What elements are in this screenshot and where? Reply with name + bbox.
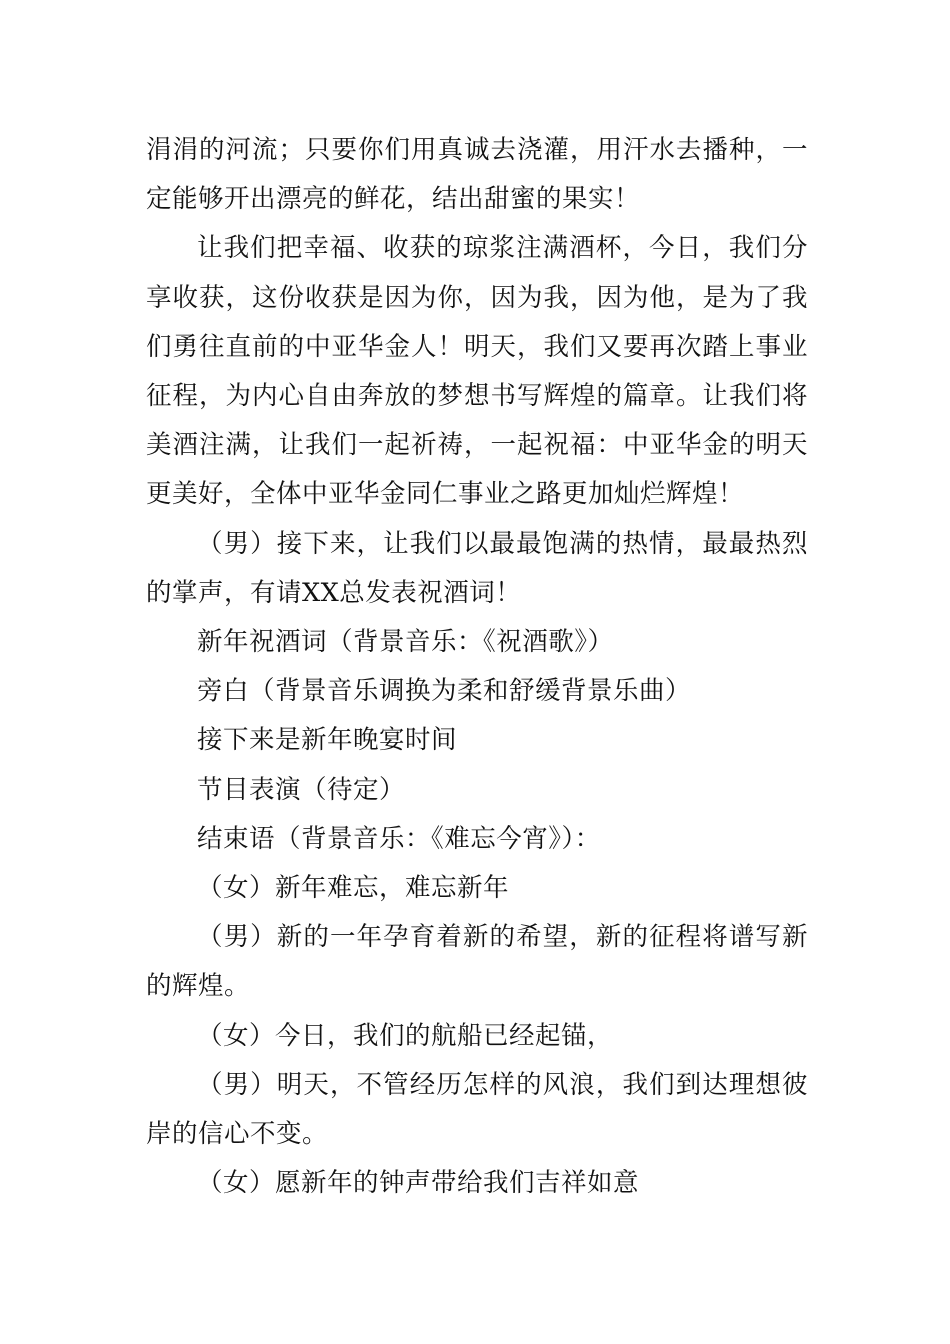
paragraph-9: （女）新年难忘，难忘新年 bbox=[197, 873, 510, 904]
paragraph-12: （男）明天，不管经历怎样的风浪，我们到达理想彼岸的信心不变。 bbox=[146, 1069, 808, 1150]
document-body bbox=[146, 126, 808, 1208]
paragraph-8: 结束语（背景音乐：《难忘今宵》）： bbox=[197, 823, 601, 854]
paragraph-2: 让我们把幸福、收获的琼浆注满酒杯，今日，我们分享收获，这份收获是因为你，因为我，因为他，是为了我们勇往直前的中亚华金人！明天，我们又要再次踏上事业征程，为内心自由奔放的梦想书写辉煌的篇章。让我们将美酒注满，让我们一起祈祷，一起祝福：中亚华金的明天更美好，全体中亚华金同仁事业之路更加灿烂辉煌！ bbox=[146, 233, 808, 510]
paragraph-4: 新年祝酒词（背景音乐：《祝酒歌》） bbox=[197, 627, 614, 658]
paragraph-5: 旁白（背景音乐调换为柔和舒缓背景乐曲） bbox=[197, 676, 692, 707]
paragraph-7: 节目表演（待定） bbox=[197, 774, 406, 805]
paragraph-11: （女）今日，我们的航船已经起锚， bbox=[197, 1020, 614, 1051]
paragraph-10: （男）新的一年孕育着新的希望，新的征程将谱写新的辉煌。 bbox=[146, 922, 808, 1002]
paragraph-3: （男）接下来，让我们以最最饱满的热情，最最热烈的掌声，有请XX总发表祝酒词！ bbox=[146, 528, 808, 608]
paragraph-6: 接下来是新年晚宴时间 bbox=[197, 725, 458, 756]
paragraph-13: （女）愿新年的钟声带给我们吉祥如意 bbox=[197, 1168, 640, 1199]
paragraph-1: 涓涓的河流；只要你们用真诚去浇灌，用汗水去播种，一定能够开出漂亮的鲜花，结出甜蜜的果实！ bbox=[146, 135, 808, 215]
